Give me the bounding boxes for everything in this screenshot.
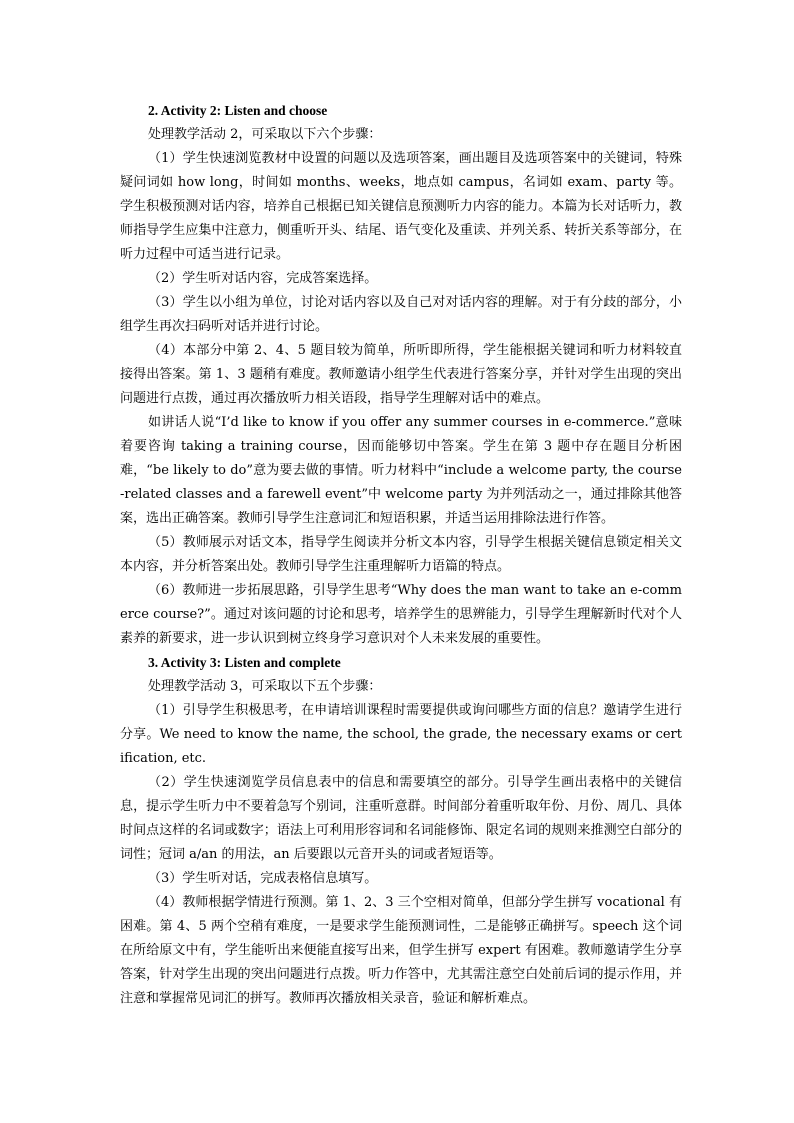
section-heading-activity-3: 3. Activity 3: Listen and complete: [148, 655, 341, 670]
paragraph-step-3: （3）学生听对话，完成表格信息填写。: [148, 871, 378, 886]
paragraph-intro-activity-2: 处理教学活动 2，可采取以下六个步骤：: [148, 127, 382, 142]
paragraph-step-3: （3）学生以小组为单位，讨论对话内容以及自己对对话内容的理解。对于有分歧的部分，小组学生再次扫码听对话并进行讨论。: [120, 295, 682, 334]
document-page: [120, 99, 682, 1011]
paragraph-step-2: （2）学生听对话内容，完成答案选择。: [148, 271, 378, 286]
paragraph-step-1: （1）引导学生积极思考，在申请培训课程时需要提供或询问哪些方面的信息？邀请学生进行分享。We need to know the name, the school, the grade, the necessary exams or certification, etc.: [120, 703, 682, 766]
paragraph-step-1: （1）学生快速浏览教材中设置的问题以及选项答案，画出题目及选项答案中的关键词，特殊疑问词如 how long，时间如 months、weeks，地点如 campus，名词如 exam、party 等。学生积极预测对话内容，培养自己根据已知关键信息预测听力内容的能力。本篇为长对话听力，教师指导学生应集中注意力，侧重听开头、结尾、语气变化及重读、并列关系、转折关系等部分，在听力过程中可适当进行记录。: [120, 151, 682, 262]
paragraph-example: 如讲话人说“I’d like to know if you offer any summer courses in e-commerce.”意味着要咨询 taking a training course，因而能够切中答案。学生在第 3 题中存在题目分析困难，“be likely to do”意为要去做的事情。听力材料中“include a welcome party, the course-related classes and a farewell event”中 welcome party 为并列活动之一，通过排除其他答案，选出正确答案。教师引导学生注意词汇和短语积累，并适当运用排除法进行作答。: [120, 415, 682, 526]
paragraph-step-4: （4）本部分中第 2、4、5 题目较为简单，所听即所得，学生能根据关键词和听力材料较直接得出答案。第 1、3 题稍有难度。教师邀请小组学生代表进行答案分享，并针对学生出现的突出问题进行点拨，通过再次播放听力相关语段，指导学生理解对话中的难点。: [120, 343, 682, 406]
paragraph-step-6: （6）教师进一步拓展思路，引导学生思考“Why does the man want to take an e-commerce course?”。通过对该问题的讨论和思考，培养学生的思辨能力，引导学生理解新时代对个人素养的新要求，进一步认识到树立终身学习意识对个人未来发展的重要性。: [120, 583, 682, 646]
paragraph-step-5: （5）教师展示对话文本，指导学生阅读并分析文本内容，引导学生根据关键信息锁定相关文本内容，并分析答案出处。教师引导学生注重理解听力语篇的特点。: [120, 535, 682, 574]
paragraph-intro-activity-3: 处理教学活动 3，可采取以下五个步骤：: [148, 679, 382, 694]
paragraph-step-4: （4）教师根据学情进行预测。第 1、2、3 三个空相对简单，但部分学生拼写 vocational 有困难。第 4、5 两个空稍有难度，一是要求学生能预测词性，二是能够正确拼写。speech 这个词在所给原文中有，学生能听出来便能直接写出来，但学生拼写 expert 有困难。教师邀请学生分享答案，针对学生出现的突出问题进行点拨。听力作答中，尤其需注意空白处前后词的提示作用，并注意和掌握常见词汇的拼写。教师再次播放相关录音，验证和解析难点。: [120, 895, 682, 1006]
paragraph-step-2: （2）学生快速浏览学员信息表中的信息和需要填空的部分。引导学生画出表格中的关键信息，提示学生听力中不要着急写个别词，注重听意群。时间部分着重听取年份、月份、周几、具体时间点这样的名词或数字；语法上可利用形容词和名词能修饰、限定名词的规则来推测空白部分的词性；冠词 a/an 的用法，an 后要跟以元音开头的词或者短语等。: [120, 775, 682, 862]
section-heading-activity-2: 2. Activity 2: Listen and choose: [148, 103, 328, 118]
